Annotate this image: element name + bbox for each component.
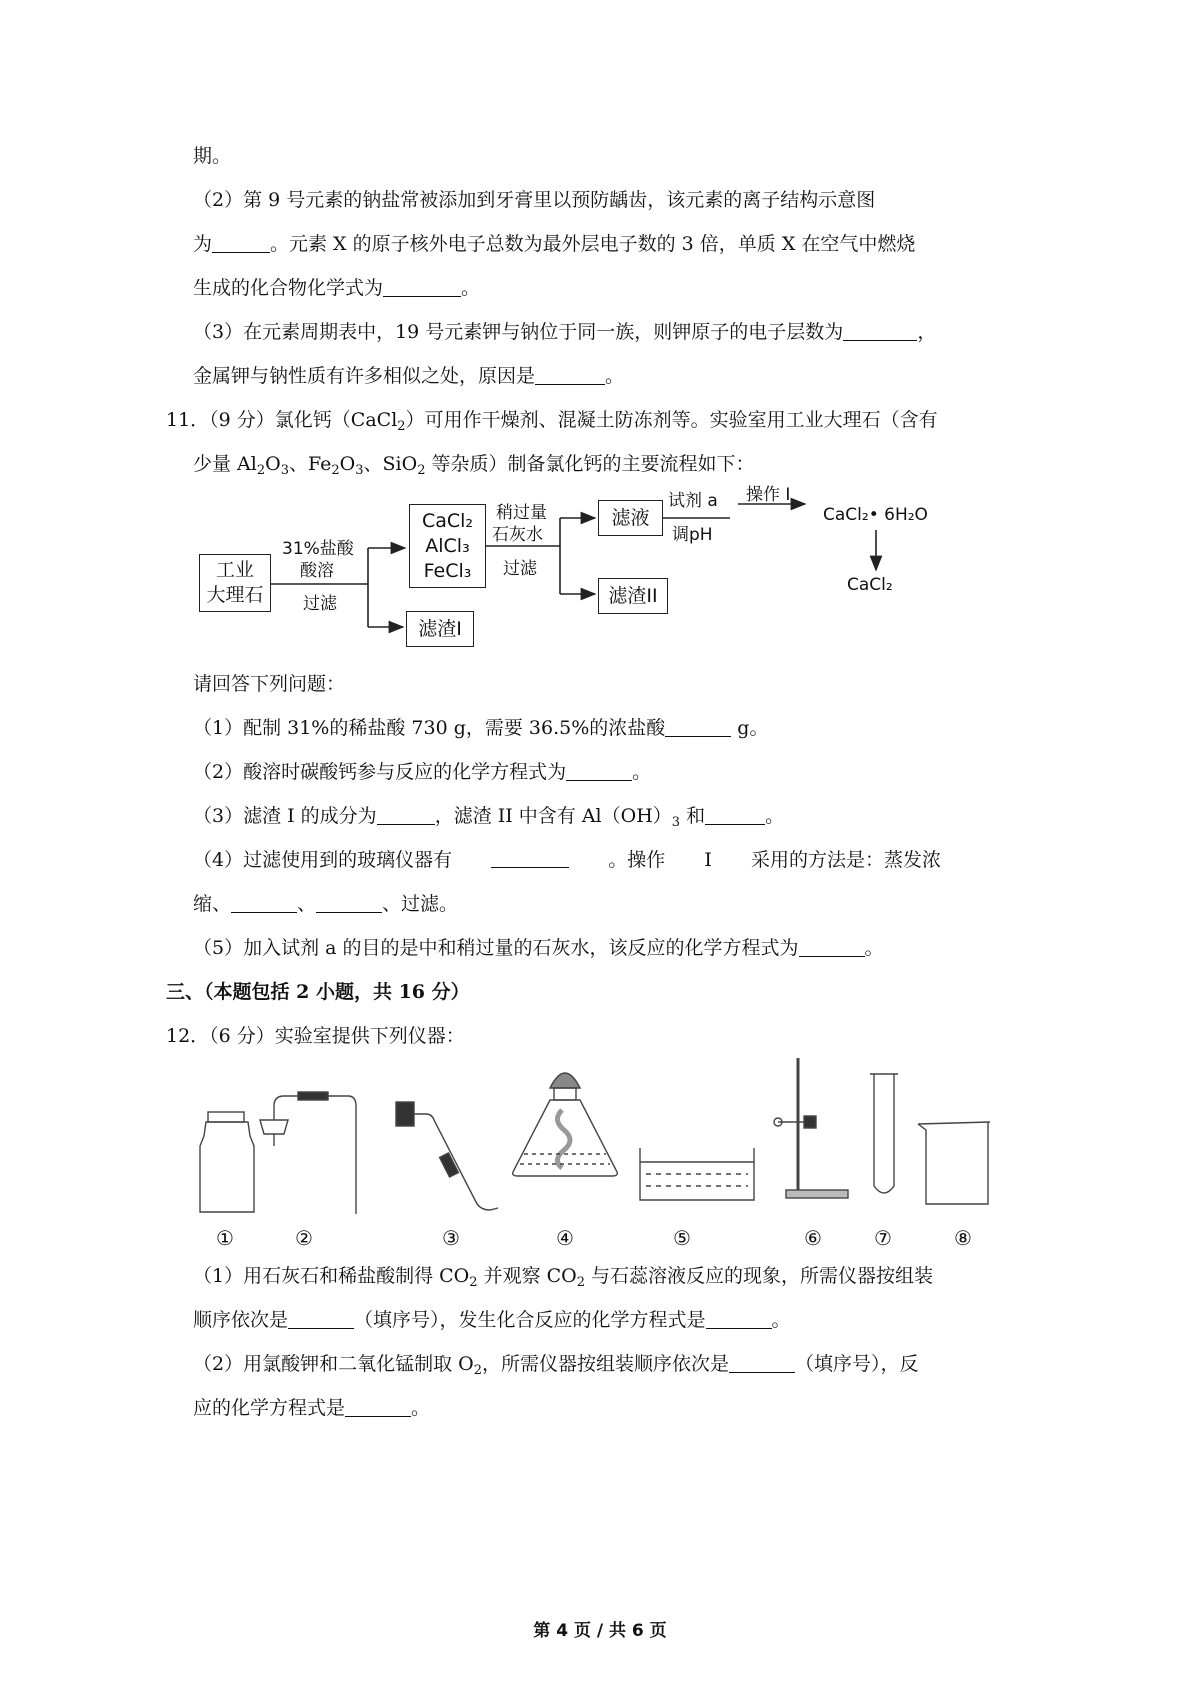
q12-heading: 12．（6 分）实验室提供下列仪器： (166, 1025, 465, 1047)
label-reagent-a: 试剂 a (668, 491, 718, 511)
apparatus-drawing (180, 1050, 1020, 1250)
box-residue-1: 滤渣I (406, 611, 474, 647)
answer-blank[interactable] (377, 805, 435, 825)
label-adjust-ph: 调pH (672, 525, 713, 545)
label-product-cacl2: CaCl₂ (847, 575, 893, 595)
answer-blank[interactable] (665, 717, 731, 737)
stopper-delivery-tube-icon (396, 1102, 498, 1210)
section-three-heading: 三、（本题包括 2 小题，共 16 分） (166, 981, 470, 1003)
stopper-bent-tube-icon (260, 1092, 356, 1214)
answer-blank[interactable] (212, 233, 270, 253)
answer-blank[interactable] (843, 321, 917, 341)
apparatus-label-6: ⑥ (804, 1226, 822, 1250)
q10-part2-line1: （2）第 9 号元素的钠盐常被添加到牙膏里以预防龋齿，该元素的离子结构示意图 (193, 189, 876, 211)
box-residue-2: 滤渣II (598, 578, 668, 614)
box-chloride-mixture: CaCl₂ AlCl₃ FeCl₃ (409, 504, 486, 588)
apparatus-label-1: ① (216, 1226, 234, 1250)
q10-part3-line2: 金属钾与钠性质有许多相似之处，原因是 。 (193, 365, 625, 387)
q11-sub2: （2）酸溶时碳酸钙参与反应的化学方程式为 。 (193, 761, 652, 783)
answer-blank[interactable] (491, 848, 569, 868)
label-excess: 稍过量 (496, 503, 547, 523)
answer-blank[interactable] (231, 893, 297, 913)
apparatus-label-7: ⑦ (874, 1226, 892, 1250)
answer-blank[interactable] (705, 805, 765, 825)
q11-ask: 请回答下列问题： (193, 673, 346, 695)
page-footer: 第 4 页 / 共 6 页 (533, 1621, 667, 1641)
answer-blank[interactable] (288, 1309, 354, 1329)
apparatus-label-2: ② (295, 1226, 313, 1250)
q10-line-0: 期。 (193, 145, 232, 167)
answer-blank[interactable] (345, 1397, 411, 1417)
answer-blank[interactable] (535, 365, 605, 385)
label-acid-dissolve: 酸溶 (300, 561, 334, 581)
answer-blank[interactable] (799, 937, 865, 957)
q11-heading-line2: 少量 $Al_2O_3$、$Fe_2O_3$、SiO$_2$ 等杂质）制备氯化钙的主要流程如下： (193, 453, 755, 478)
test-tube-icon (870, 1074, 898, 1193)
answer-blank[interactable] (566, 761, 632, 781)
box-filtrate: 滤液 (598, 500, 663, 536)
q10-part2-line2: 为 。元素 X 的原子核外电子总数为最外层电子数的 3 倍，单质 X 在空气中燃烧 (193, 233, 916, 255)
iron-stand-icon (774, 1058, 848, 1198)
label-filter-2: 过滤 (503, 559, 537, 579)
q11-sub5: （5）加入试剂 a 的目的是中和稍过量的石灰水，该反应的化学方程式为 。 (193, 937, 884, 959)
q11-sub1: （1）配制 31%的稀盐酸 730 g，需要 36.5%的浓盐酸 g。 (193, 717, 769, 739)
apparatus-label-4: ④ (556, 1226, 574, 1250)
q11-sub4-line1: （4）过滤使用到的玻璃仪器有 。操作 I 采用的方法是：蒸发浓 (193, 849, 941, 871)
alcohol-lamp-icon (513, 1073, 618, 1176)
label-limewater: 石灰水 (492, 525, 543, 545)
label-operation-1: 操作 I (746, 485, 791, 505)
label-filter-1: 过滤 (303, 594, 337, 614)
process-flowchart (190, 485, 970, 660)
q11-sub3: （3）滤渣 I 的成分为 ，滤渣 II 中含有 $Al(OH)_3$ 和 。 (193, 805, 785, 830)
q10-part3-line1: （3）在元素周期表中，19 号元素钾与钠位于同一族，则钾原子的电子层数为 ， (193, 321, 937, 343)
apparatus-label-3: ③ (442, 1226, 460, 1250)
apparatus-label-8: ⑧ (954, 1226, 972, 1250)
label-product-hydrate: CaCl₂• 6H₂O (823, 505, 928, 525)
wide-mouth-bottle-icon (200, 1112, 254, 1212)
q12-part2-line1: （2）用氯酸钾和二氧化锰制取 $O_2$，所需仪器按组装顺序依次是 （填序号），反 (193, 1353, 919, 1378)
q11-sub4-line2: 缩、 、 、过滤。 (193, 893, 459, 915)
answer-blank[interactable] (316, 893, 382, 913)
apparatus-label-5: ⑤ (673, 1226, 691, 1250)
q10-part2-line3: 生成的化合物化学式为 。 (193, 277, 481, 299)
q12-part1-line2: 顺序依次是 （填序号），发生化合反应的化学方程式是 。 (193, 1309, 791, 1331)
beaker-icon (918, 1122, 990, 1204)
answer-blank[interactable] (729, 1353, 795, 1373)
q11-heading-line1: 11．（9 分）氯化钙（CaCl$_2$）可用作干燥剂、混凝土防冻剂等。实验室用工业大理石（含有 (166, 409, 938, 434)
apparatus-figure (180, 1050, 1020, 1250)
q12-part2-line2: 应的化学方程式是 。 (193, 1397, 431, 1419)
box-industrial-marble: 工业 大理石 (199, 554, 271, 612)
answer-blank[interactable] (383, 277, 461, 297)
answer-blank[interactable] (706, 1309, 772, 1329)
label-hcl: 31%盐酸 (282, 539, 354, 559)
water-trough-icon (640, 1148, 754, 1200)
q12-part1-line1: （1）用石灰石和稀盐酸制得 $CO_2$ 并观察 $CO_2$ 与石蕊溶液反应的现象，所需仪器按组装 (193, 1265, 934, 1290)
